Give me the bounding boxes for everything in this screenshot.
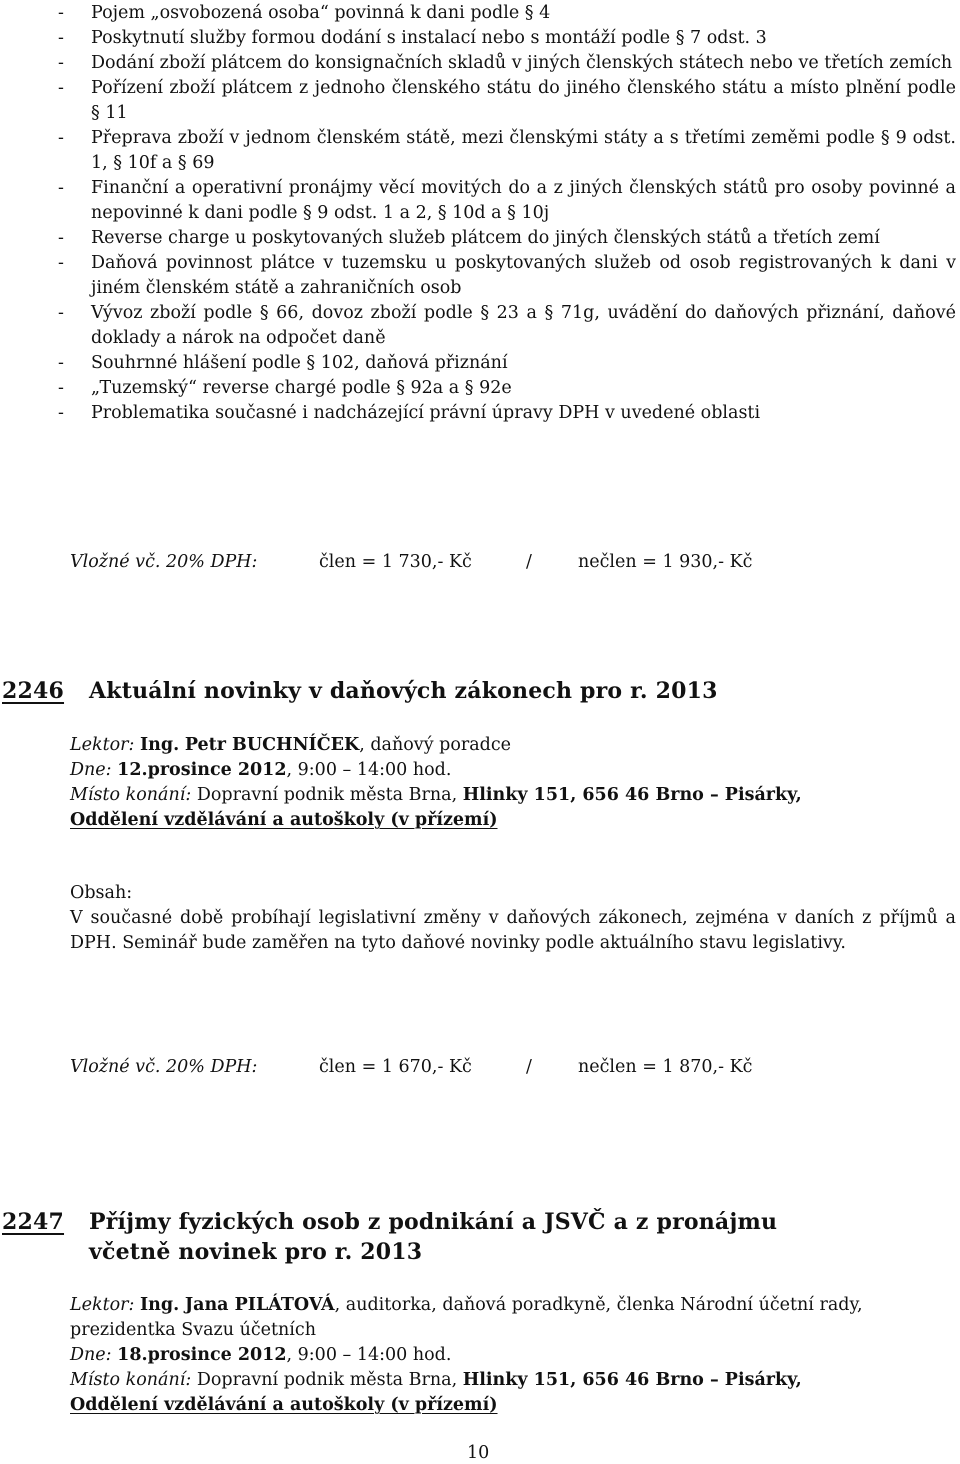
date-value: 18.prosince 2012 [117, 1345, 287, 1365]
fee-nonmember: nečlen = 1 870,- Kč [578, 1057, 753, 1077]
course-number: 2246 [2, 678, 65, 704]
content-text: V současné době probíhají legislativní změny v daňových zákonech, zejména v daních z příjmů a DPH. Seminář bude zaměřen na tyto daňové novinky podle aktuálního stavu legislativy. [70, 908, 956, 953]
lecturer-label: Lektor: [70, 1295, 135, 1315]
lecturer-role: , daňový poradce [359, 735, 512, 755]
topic-item: - Problematika současné i nadcházející právní úpravy DPH v uvedené oblasti [58, 401, 956, 426]
course-number: 2247 [2, 1209, 65, 1235]
date-label: Dne: [70, 760, 112, 780]
place-label: Místo konání: [70, 1370, 192, 1390]
place-line [70, 783, 955, 808]
place-dept-line [70, 808, 955, 833]
topic-item: - Pojem „osvobozená osoba“ povinná k dani podle § 4 [58, 1, 956, 26]
lecturer-name: Petr BUCHNÍČEK [184, 735, 360, 755]
course-title-line1: Příjmy fyzických osob z podnikání a JSVČ a z pronájmu [89, 1209, 778, 1235]
date-line [70, 1343, 955, 1368]
topic-item: - Daňová povinnost plátce v tuzemsku u poskytovaných služeb od osob registrovaných k dani v jiném členském státě a zahraničních osob [58, 251, 956, 301]
place-label: Místo konání: [70, 785, 192, 805]
place-department: Oddělení vzdělávání a autoškoly (v přízemí) [70, 1395, 498, 1415]
topic-item: - Dodání zboží plátcem do konsignačních skladů v jiných členských státech nebo ve třetích zemích [58, 51, 956, 76]
place-org: Dopravní podnik města Brna, [196, 785, 458, 805]
lecturer-role: , auditorka, daňová poradkyně, členka Národní účetní rady, prezidentka Svazu účetních [70, 1295, 863, 1340]
course-title: Aktuální novinky v daňových zákonech pro r. 2013 [89, 678, 718, 704]
topic-item: - Souhrnné hlášení podle § 102, daňová přiznání [58, 351, 956, 376]
fee-separator: / [526, 552, 532, 572]
topic-item: - Vývoz zboží podle § 66, dovoz zboží podle § 23 a § 71g, uvádění do daňových přiznání, daňové doklady a nárok na odpočet daně [58, 301, 956, 351]
content-label [70, 881, 955, 906]
lecturer-name: Jana PILÁTOVÁ [184, 1295, 335, 1315]
content-label-text: Obsah: [70, 883, 133, 903]
page-number: 10 [467, 1443, 490, 1463]
time-value: , 9:00 – 14:00 hod. [286, 760, 452, 780]
lecturer-label: Lektor: [70, 735, 135, 755]
lecturer-title: Ing. [140, 735, 180, 755]
place-dept-line [70, 1393, 955, 1418]
topic-list [58, 1, 956, 426]
fee-label: Vložné vč. 20% DPH: [70, 1057, 258, 1077]
lecturer-line [70, 1293, 955, 1343]
place-org: Dopravní podnik města Brna, [196, 1370, 458, 1390]
lecturer-line [70, 733, 955, 758]
topic-item: - Finanční a operativní pronájmy věcí movitých do a z jiných členských států pro osoby povinné a nepovinné k dani podle § 9 odst. 1 a 2, § 10d a § 10j [58, 176, 956, 226]
date-label: Dne: [70, 1345, 112, 1365]
topic-item: - Poskytnutí služby formou dodání s instalací nebo s montáží podle § 7 odst. 3 [58, 26, 956, 51]
time-value: , 9:00 – 14:00 hod. [286, 1345, 452, 1365]
fee-row-2246 [70, 1053, 830, 1081]
fee-member: člen = 1 670,- Kč [319, 1057, 472, 1077]
fee-separator: / [526, 1057, 532, 1077]
place-address: Hlinky 151, 656 46 Brno – Pisárky, [462, 785, 802, 805]
lecturer-title: Ing. [140, 1295, 180, 1315]
topic-item: - Přeprava zboží v jednom členském státě, mezi členskými státy a s třetími zeměmi podle § 9 odst. 1, § 10f a § 69 [58, 126, 956, 176]
fee-label: Vložné vč. 20% DPH: [70, 552, 258, 572]
date-value: 12.prosince 2012 [117, 760, 287, 780]
place-address: Hlinky 151, 656 46 Brno – Pisárky, [462, 1370, 802, 1390]
fee-row-previous [70, 548, 830, 576]
course-title-line2: včetně novinek pro r. 2013 [89, 1239, 423, 1265]
topic-item: - „Tuzemský“ reverse chargé podle § 92a a § 92e [58, 376, 956, 401]
topic-item: - Reverse charge u poskytovaných služeb plátcem do jiných členských států a třetích zemí [58, 226, 956, 251]
topic-item: - Pořízení zboží plátcem z jednoho členského státu do jiného členského státu a místo plnění podle § 11 [58, 76, 956, 126]
place-department: Oddělení vzdělávání a autoškoly (v přízemí) [70, 810, 498, 830]
fee-nonmember: nečlen = 1 930,- Kč [578, 552, 753, 572]
place-line [70, 1368, 955, 1393]
fee-member: člen = 1 730,- Kč [319, 552, 472, 572]
date-line [70, 758, 955, 783]
